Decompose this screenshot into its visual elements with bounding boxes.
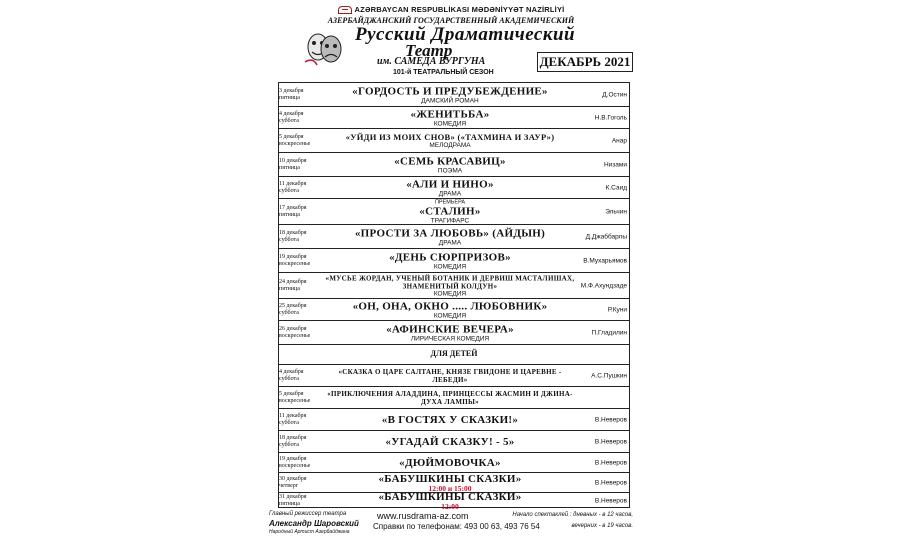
show-time: 12:00 — [441, 502, 459, 511]
start-time-day: Начало спектаклей : дневных - в 12 часов, — [512, 512, 633, 518]
play-title: «ОН, ОНА, ОКНО ..... ЛЮБОВНИК» — [352, 300, 548, 312]
row-date: 11 декабря суббота — [279, 180, 307, 194]
play-title: «УЙДИ ИЗ МОИХ СНОВ» («ТАХМИНА И ЗАУР») — [345, 131, 555, 142]
play-title: «АЛИ И НИНО» — [406, 178, 494, 190]
play-genre: ЛИРИЧЕСКАЯ КОМЕДИЯ — [410, 335, 490, 342]
play-author: Р.Куни — [607, 306, 627, 313]
play-author: Д.Остин — [602, 91, 627, 98]
named-after: им. САМЕДА ВУРГУНА — [377, 56, 486, 67]
play-author: К.Саид — [605, 184, 627, 191]
poster-footer — [265, 509, 637, 539]
play-title: «ЖЕНИТЬБА» — [410, 108, 490, 120]
row-date: 19 декабря воскресенье — [279, 253, 311, 267]
kids-row — [279, 431, 629, 453]
kids-row — [279, 453, 629, 473]
play-genre: КОМЕДИЯ — [433, 120, 467, 127]
director-name: Александр Шаровский — [269, 519, 359, 528]
row-date: 5 декабря воскресенье — [279, 390, 311, 404]
month-label: ДЕКАБРЬ 2021 — [537, 52, 633, 72]
play-title: «УГАДАЙ СКАЗКУ! - 5» — [385, 435, 515, 448]
play-author: В.Неверов — [594, 438, 627, 445]
schedule-row — [279, 273, 629, 299]
play-author: Н.В.Гоголь — [594, 114, 627, 121]
schedule-row — [279, 153, 629, 177]
row-date: 25 декабря суббота — [279, 302, 307, 316]
play-author: Эльчин — [605, 208, 627, 215]
theater-title: Русский Драматический — [355, 24, 576, 45]
director-label: Главный режиссер театра — [269, 511, 347, 517]
kids-row — [279, 387, 629, 409]
ministry-header: AZƏRBAYCAN RESPUBLİKASI MƏDƏNİYYƏT NAZİRLİYİ — [265, 5, 637, 14]
play-author: В.Неверов — [594, 416, 627, 423]
play-genre: КОМЕДИЯ — [433, 312, 467, 319]
row-date: 5 декабря воскресенье — [279, 133, 311, 147]
play-genre: ДАМСКИЙ РОМАН — [421, 97, 479, 104]
play-title: «БАБУШКИНЫ СКАЗКИ» — [378, 472, 522, 485]
play-title: «ГОРДОСТЬ И ПРЕДУБЕЖДЕНИЕ» — [352, 85, 548, 97]
play-genre: ДРАМА — [438, 239, 462, 246]
start-time-evening: вечерних - в 19 часов. — [571, 523, 633, 529]
row-date: 11 декабря суббота — [279, 412, 307, 426]
row-date: 4 декабря суббота — [279, 368, 304, 382]
play-title: «ПРИКЛЮЧЕНИЯ АЛАДДИНА, ПРИНЦЕССЫ ЖАСМИН И ДЖИНА-ДУХА ЛАМПЫ» — [327, 389, 573, 406]
schedule-row — [279, 199, 629, 225]
row-date: 30 декабря четверг — [279, 475, 307, 489]
row-date: 19 декабря воскресенье — [279, 455, 311, 469]
director-title: Народный Артист Азербайджана — [269, 529, 350, 535]
play-title: «СТАЛИН» — [419, 205, 481, 217]
play-genre: КОМЕДИЯ — [433, 263, 467, 270]
schedule-row — [279, 225, 629, 249]
play-author: А.С.Пушкин — [591, 372, 627, 379]
play-author: П.Гладилин — [591, 329, 627, 336]
play-author: В.Неверов — [594, 459, 627, 466]
play-author: В.Неверов — [594, 479, 627, 486]
schedule-row — [279, 299, 629, 321]
kids-row — [279, 365, 629, 387]
play-title: «БАБУШКИНЫ СКАЗКИ» — [378, 491, 522, 503]
emblem-icon — [338, 6, 352, 14]
play-genre: ДРАМА — [438, 190, 462, 197]
row-date: 18 декабря суббота — [279, 229, 307, 243]
play-title: «ПРОСТИ ЗА ЛЮБОВЬ» (АЙДЫН) — [354, 227, 546, 239]
play-genre: ПОЭМА — [437, 167, 463, 174]
row-date: 3 декабря пятница — [279, 87, 304, 101]
row-date: 18 декабря суббота — [279, 434, 307, 448]
play-author: М.Ф.Ахундзаде — [580, 282, 627, 289]
row-date: 4 декабря суббота — [279, 110, 304, 124]
play-title: «ДЮЙМОВОЧКА» — [399, 456, 501, 469]
play-title: «В ГОСТЯХ У СКАЗКИ!» — [381, 413, 519, 426]
theater-poster — [265, 0, 637, 540]
website-link[interactable]: www.rusdrama-az.com — [377, 511, 469, 521]
row-date: 24 декабря пятница — [279, 278, 307, 292]
season-label: 101-й ТЕАТРАЛЬНЫЙ СЕЗОН — [393, 69, 494, 76]
play-author: В.Неверов — [594, 497, 627, 505]
play-title: «МУСЬЕ ЖОРДАН, УЧЕНЫЙ БОТАНИК И ДЕРВИШ МАСТАЛИШАХ, ЗНАМЕНИТЫЙ КОЛДУН» — [325, 274, 575, 290]
row-date: 10 декабря пятница — [279, 157, 307, 171]
kids-section-heading: ДЛЯ ДЕТЕЙ — [279, 345, 629, 365]
phone-info: Справки по телефонам: 493 00 63, 493 76 54 — [373, 522, 540, 531]
row-date: 17 декабря пятница — [279, 204, 307, 218]
theater-title-2: Театр — [405, 41, 453, 60]
schedule-row — [279, 129, 629, 153]
schedule-row — [279, 83, 629, 107]
play-title: «СКАЗКА О ЦАРЕ САЛТАНЕ, КНЯЗЕ ГВИДОНЕ И ЦАРЕВНЕ - ЛЕБЕДИ» — [338, 367, 562, 384]
play-title: «АФИНСКИЕ ВЕЧЕРА» — [386, 323, 514, 335]
row-date: 26 декабря воскресенье — [279, 325, 311, 339]
schedule-row — [279, 177, 629, 199]
show-time: 12:00 и 15:00 — [428, 483, 472, 493]
kids-row — [279, 473, 629, 493]
theater-masks-icon — [303, 27, 345, 67]
kids-row — [279, 493, 629, 509]
theater-full-name: АЗЕРБАЙДЖАНСКИЙ ГОСУДАРСТВЕННЫЙ АКАДЕМИЧЕСКИЙ — [327, 16, 575, 25]
play-title: «ДЕНЬ СЮРПРИЗОВ» — [389, 251, 511, 263]
play-author: Низами — [603, 161, 627, 168]
play-genre: ТРАГИФАРС — [430, 217, 470, 224]
play-author: Д.Джаббарлы — [585, 233, 627, 240]
premiere-badge: ПРЕМЬЕРА — [434, 199, 466, 205]
play-genre: КОМЕДИЯ — [433, 290, 467, 297]
schedule-table — [278, 82, 630, 511]
play-author: Анар — [611, 137, 627, 144]
kids-row — [279, 409, 629, 431]
schedule-row — [279, 107, 629, 129]
play-title: «СЕМЬ КРАСАВИЦ» — [394, 155, 506, 167]
schedule-row — [279, 321, 629, 345]
play-genre: МЕЛОДРАМА — [429, 141, 471, 149]
schedule-row — [279, 249, 629, 273]
row-date: 31 декабря пятница — [279, 494, 307, 507]
play-author: В.Мухарьямов — [583, 257, 627, 264]
